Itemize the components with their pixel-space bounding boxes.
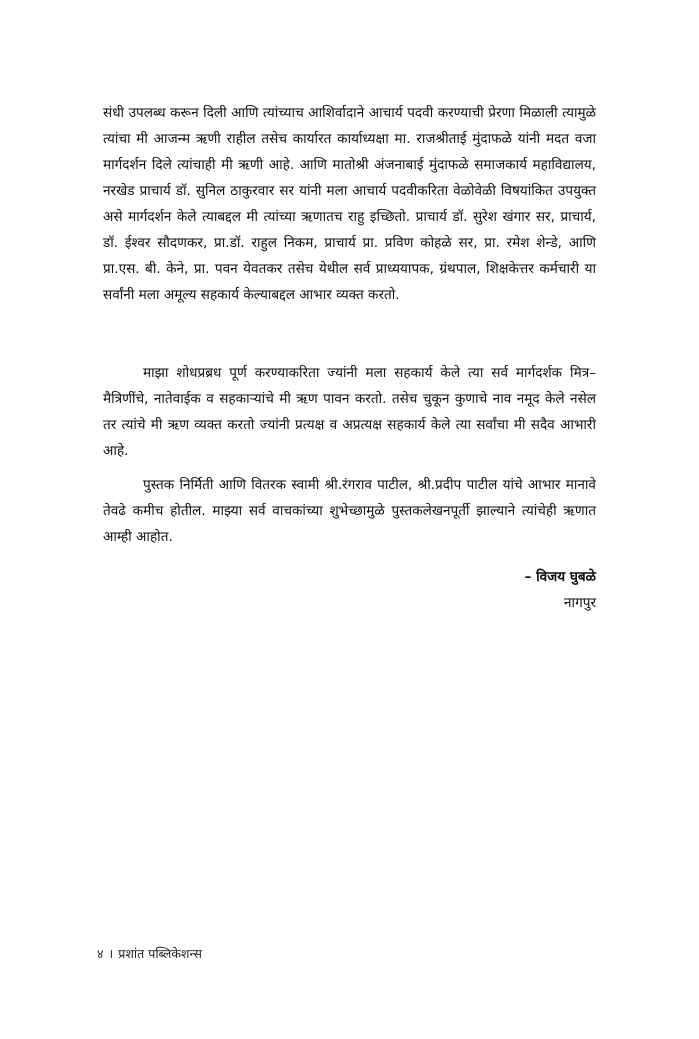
footer-separator: ।	[108, 946, 114, 961]
paragraph-acknowledgement-1: संधी उपलब्ध करून दिली आणि त्यांच्याच आशिर्वादाने आचार्य पदवी करण्याची प्रेरणा मिळाली त्यामुळे त्यांचा मी आजन्म ऋणी राहील तसेच कार्यारत कार्याध्यक्षा मा. राजश्रीताई मुंदाफळे यांनी मदत वजा मार्गदर्शन दिले त्यांचाही मी ऋणी आहे. आणि मातोश्री अंजनाबाई मुंदाफळे समाजकार्य महाविद्यालय, नरखेड प्राचार्य डॉ. सुनिल ठाकुरवार सर यांनी मला आचार्य पदवीकरिता वेळोवेळी विषयांकित उपयुक्त असे मार्गदर्शन केले त्याबद्दल मी त्यांच्या ऋणातच राहु इच्छितो. प्राचार्य डॉ. सुरेश खंगार सर, प्राचार्य, डॉ. ईश्वर सौदणकर, प्रा.डॉ. राहुल निकम, प्राचार्य प्रा. प्रविण कोहळे सर, प्रा. रमेश शेन्डे, आणि प्रा.एस. बी. केने, प्रा. पवन येवतकर तसेच येथील सर्व प्राध्ययापक, ग्रंथपाल, शिक्षकेत्तर कर्मचारी या सर्वांनी मला अमूल्य सहकार्य केल्याबद्दल आभार व्यक्त करतो.	[103, 104, 596, 303]
paragraph-acknowledgement-3: पुस्तक निर्मिती आणि वितरक स्वामी श्री.रंगराव पाटील, श्री.प्रदीप पाटील यांचे आभार मानावे तेवढे कमीच होतील. माझ्या सर्व वाचकांच्या शुभेच्छामुळे पुस्तकलेखनपूर्ती झाल्याने त्यांचेही ऋणात आम्ही आहोत.	[103, 476, 596, 545]
paragraph-acknowledgement-2: माझा शोधप्रब्रध पूर्ण करण्याकरिता ज्यांनी मला सहकार्य केले त्या सर्व मार्गदर्शक मित्र–मैत्रिणींचे, नातेवाईक व सहकाऱ्यांचे मी ऋण पावन करतो. तसेच चुकून कुणाचे नाव नमूद केले नसेल तर त्यांचे मी ऋण व्यक्त करतो ज्यांनी प्रत्यक्ष व अप्रत्यक्ष सहकार्य केले त्या सर्वांचा मी सदैव आभारी आहे.	[103, 364, 596, 459]
publisher-name: प्रशांत पब्लिकेशन्स	[118, 946, 202, 961]
page-footer	[97, 944, 202, 964]
page-number: ४	[97, 946, 104, 961]
author-place: नागपुर	[564, 595, 596, 611]
author-name: – विजय घुबळे	[524, 569, 596, 585]
